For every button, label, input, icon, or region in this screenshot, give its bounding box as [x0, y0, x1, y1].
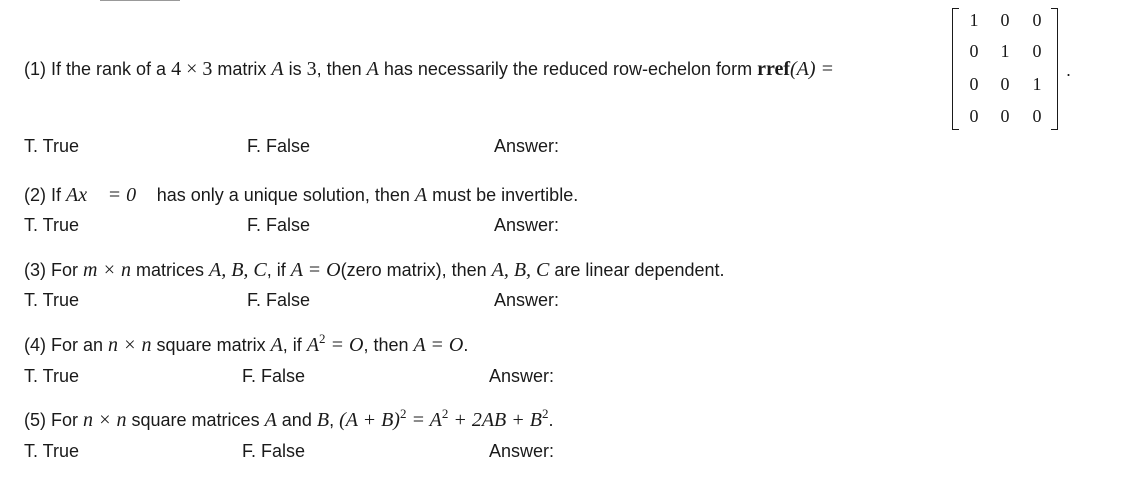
q1-answer-label: Answer:: [494, 136, 560, 156]
q2-option-false[interactable]: F. False: [247, 215, 311, 235]
matrix-cell: 1: [1000, 41, 1010, 61]
q1-math-rref: rref: [757, 58, 790, 80]
matrix-cell: 0: [1000, 106, 1010, 126]
q1-math-a: A: [271, 58, 284, 80]
matrix-cell: 0: [1000, 74, 1010, 94]
matrix-cell: 0: [969, 41, 979, 61]
q1-text: matrix: [212, 59, 272, 79]
q1-text: is: [283, 59, 307, 79]
q5-math-expansion: [339, 406, 549, 431]
q2-text: must be invertible.: [427, 185, 579, 205]
q4-text: , then: [363, 335, 414, 355]
question-4-text: [24, 331, 469, 357]
q4-math-dims: n × n: [108, 334, 152, 356]
q5-math-exponent: 2: [441, 406, 449, 421]
q5-math-exponent: 2: [541, 406, 549, 421]
q1-option-true[interactable]: T. True: [24, 136, 80, 156]
q2-math-equation: Ax⃗ = 0⃗: [66, 184, 152, 206]
q5-option-false[interactable]: F. False: [242, 441, 306, 461]
q1-math-equals: (A) =: [790, 58, 835, 80]
q1-math-a: A: [366, 58, 379, 80]
q4-math-exponent: 2: [319, 331, 326, 346]
q4-math-equals-o: = O: [325, 334, 364, 356]
q2-option-true[interactable]: T. True: [24, 215, 80, 235]
q5-math-part: + 2AB + B: [448, 409, 542, 431]
matrix-cell: 0: [1032, 41, 1042, 61]
q4-text: square matrix: [151, 335, 271, 355]
q3-text: matrices: [130, 260, 209, 280]
q4-option-true[interactable]: T. True: [24, 366, 80, 386]
matrix-cell: 0: [969, 74, 979, 94]
q5-math-b: B: [316, 409, 330, 431]
q4-text: , if: [282, 335, 307, 355]
q4-option-false[interactable]: F. False: [242, 366, 306, 386]
q4-math-base: A: [306, 334, 320, 356]
q5-prefix: (5) For: [24, 410, 84, 430]
cropped-text-fragment: [100, 0, 180, 1]
q3-text: , if: [266, 260, 291, 280]
q3-prefix: (3) For: [24, 260, 84, 280]
matrix-cell: 0: [1032, 10, 1042, 30]
q5-math-a: A: [264, 409, 277, 431]
matrix-left-bracket: [952, 8, 959, 130]
question-2-text: [24, 184, 578, 207]
q3-math-abc: A, B, C: [208, 259, 267, 281]
matrix-cell: 0: [1000, 10, 1010, 30]
question-1-text: [24, 58, 834, 81]
q5-text: square matrices: [126, 410, 265, 430]
q4-math-a: A: [270, 334, 283, 356]
q1-option-false[interactable]: F. False: [247, 136, 311, 156]
q4-answer-label: Answer:: [489, 366, 555, 386]
q2-text: has only a unique solution, then: [151, 185, 415, 205]
q4-prefix: (4) For an: [24, 335, 109, 355]
q5-text: ,: [329, 410, 340, 430]
q4-math-conclusion: A = O: [413, 334, 464, 356]
q1-text: has necessarily the reduced row-echelon form: [378, 59, 758, 79]
q3-text: (zero matrix), then: [340, 260, 492, 280]
q5-text: .: [548, 410, 554, 430]
matrix-cell: 0: [1032, 106, 1042, 126]
q1-text: , then: [316, 59, 367, 79]
matrix-trailing-period: .: [1066, 60, 1072, 80]
question-5-text: [24, 406, 554, 432]
q3-answer-label: Answer:: [494, 290, 560, 310]
q3-math-abc: A, B, C: [491, 259, 550, 281]
q5-math-exponent: 2: [399, 406, 407, 421]
q3-math-dims: m × n: [83, 259, 131, 281]
q5-text: and: [276, 410, 317, 430]
q1-prefix: (1) If the rank of a: [24, 59, 172, 79]
q4-math-a-squared: [306, 331, 364, 356]
q1-math-rank: 3: [306, 58, 317, 80]
q2-math-a: A: [414, 184, 428, 206]
question-3-text: [24, 259, 725, 282]
q3-option-true[interactable]: T. True: [24, 290, 80, 310]
q2-answer-label: Answer:: [494, 215, 560, 235]
q4-text: .: [463, 335, 469, 355]
q5-math-dims: n × n: [83, 409, 127, 431]
matrix-right-bracket: [1051, 8, 1058, 130]
q5-math-part: = A: [406, 409, 442, 431]
matrix-cell: 1: [1032, 74, 1042, 94]
q3-math-zero: A = O: [290, 259, 341, 281]
q1-math-dims: 4 × 3: [171, 58, 213, 80]
q5-option-true[interactable]: T. True: [24, 441, 80, 461]
q3-text: are linear dependent.: [549, 260, 725, 280]
q5-answer-label: Answer:: [489, 441, 555, 461]
rref-matrix: [952, 8, 1058, 128]
q2-prefix: (2) If: [24, 185, 67, 205]
q3-option-false[interactable]: F. False: [247, 290, 311, 310]
q5-math-part: (A + B): [339, 409, 400, 431]
matrix-cell: 1: [969, 10, 979, 30]
matrix-cell: 0: [969, 106, 979, 126]
